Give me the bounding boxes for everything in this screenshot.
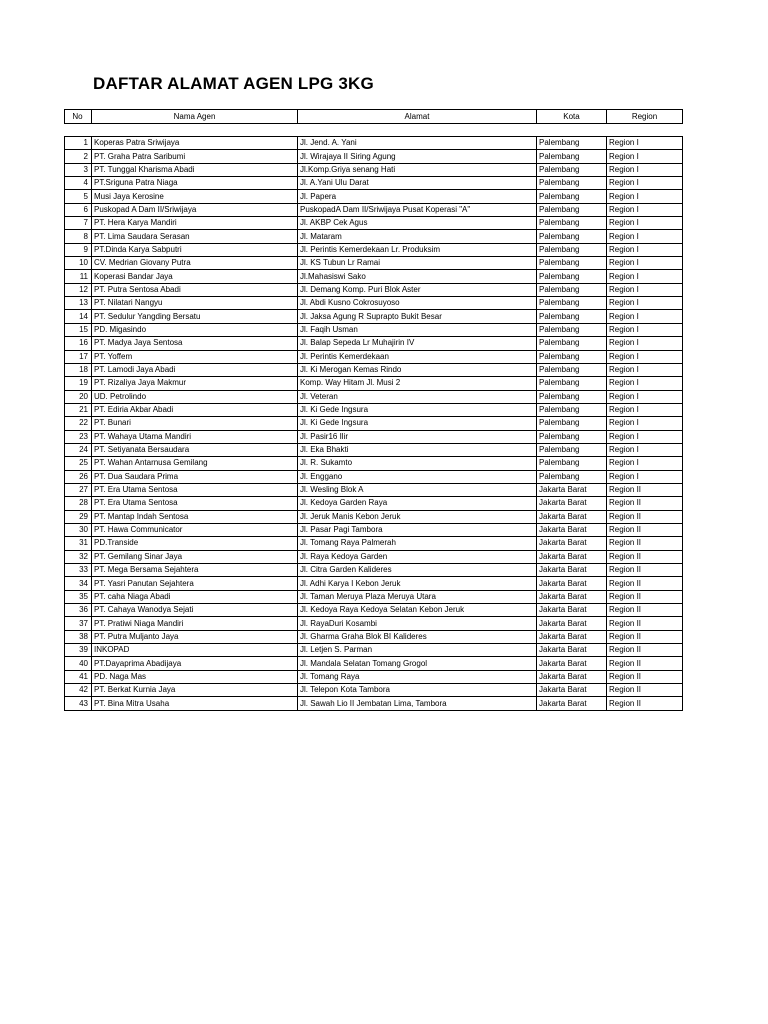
cell-agent-name: PT. Mega Bersama Sejahtera: [92, 564, 298, 577]
cell-region: Region II: [607, 604, 683, 617]
cell-city: Palembang: [537, 230, 607, 243]
table-row: [65, 310, 683, 323]
cell-agent-name: PT. Wahan Antarnusa Gemilang: [92, 457, 298, 470]
col-header-region: Region: [607, 110, 683, 124]
cell-city: Palembang: [537, 270, 607, 283]
cell-agent-name: PT. Lamodi Jaya Abadi: [92, 363, 298, 376]
cell-city: Jakarta Barat: [537, 497, 607, 510]
table-row: [65, 684, 683, 697]
cell-address: Jl.Komp.Griya senang Hati: [298, 163, 537, 176]
cell-region: Region I: [607, 443, 683, 456]
cell-agent-name: PT.Dayaprima Abadijaya: [92, 657, 298, 670]
table-row: [65, 217, 683, 230]
cell-address: Jl. Veteran: [298, 390, 537, 403]
cell-region: Region II: [607, 564, 683, 577]
cell-address: Jl. Ki Gede Ingsura: [298, 417, 537, 430]
cell-address: Jl. Ki Merogan Kemas Rindo: [298, 363, 537, 376]
cell-address: Jl. Tomang Raya Palmerah: [298, 537, 537, 550]
cell-no: 27: [65, 483, 92, 496]
cell-agent-name: PD. Migasindo: [92, 323, 298, 336]
cell-address: Jl. Demang Komp. Puri Blok Aster: [298, 283, 537, 296]
cell-no: 2: [65, 150, 92, 163]
cell-city: Palembang: [537, 403, 607, 416]
cell-address: Jl. Jend. A. Yani: [298, 137, 537, 150]
cell-region: Region I: [607, 403, 683, 416]
cell-address: Jl. Jaksa Agung R Suprapto Bukit Besar: [298, 310, 537, 323]
cell-region: Region I: [607, 337, 683, 350]
cell-address: Jl. A.Yani Ulu Darat: [298, 177, 537, 190]
table-row: [65, 323, 683, 336]
cell-no: 14: [65, 310, 92, 323]
cell-region: Region II: [607, 590, 683, 603]
table-row: [65, 590, 683, 603]
cell-address: Jl. Enggano: [298, 470, 537, 483]
table-row: [65, 283, 683, 296]
cell-agent-name: PT. Lima Saudara Serasan: [92, 230, 298, 243]
table-row: [65, 163, 683, 176]
cell-region: Region I: [607, 270, 683, 283]
table-row: [65, 604, 683, 617]
table-row: [65, 550, 683, 563]
cell-address: Jl. Pasar Pagi Tambora: [298, 523, 537, 536]
cell-agent-name: PT. Yoffem: [92, 350, 298, 363]
cell-city: Jakarta Barat: [537, 604, 607, 617]
table-row: [65, 390, 683, 403]
cell-agent-name: PT. Dua Saudara Prima: [92, 470, 298, 483]
table-row: [65, 443, 683, 456]
table-row: [65, 270, 683, 283]
cell-address: Jl. Mataram: [298, 230, 537, 243]
cell-city: Palembang: [537, 310, 607, 323]
cell-region: Region I: [607, 390, 683, 403]
cell-agent-name: PT. Cahaya Wanodya Sejati: [92, 604, 298, 617]
cell-city: Jakarta Barat: [537, 577, 607, 590]
cell-agent-name: PT. Graha Patra Saribumi: [92, 150, 298, 163]
cell-agent-name: PD.Transide: [92, 537, 298, 550]
col-header-city: Kota: [537, 110, 607, 124]
cell-agent-name: PT. Hawa Communicator: [92, 523, 298, 536]
cell-region: Region I: [607, 243, 683, 256]
cell-address: Jl. Perintis Kemerdekaan Lr. Produksim: [298, 243, 537, 256]
cell-city: Jakarta Barat: [537, 684, 607, 697]
cell-agent-name: PT. Tunggal Kharisma Abadi: [92, 163, 298, 176]
table-row: [65, 644, 683, 657]
cell-region: Region I: [607, 363, 683, 376]
cell-no: 29: [65, 510, 92, 523]
cell-agent-name: PD. Naga Mas: [92, 670, 298, 683]
cell-region: Region I: [607, 203, 683, 216]
cell-no: 23: [65, 430, 92, 443]
cell-agent-name: PT. Setiyanata Bersaudara: [92, 443, 298, 456]
cell-no: 31: [65, 537, 92, 550]
cell-no: 42: [65, 684, 92, 697]
cell-city: Palembang: [537, 457, 607, 470]
cell-region: Region I: [607, 470, 683, 483]
cell-region: Region II: [607, 510, 683, 523]
cell-region: Region I: [607, 377, 683, 390]
cell-agent-name: Koperasi Bandar Jaya: [92, 270, 298, 283]
cell-no: 33: [65, 564, 92, 577]
table-row: [65, 483, 683, 496]
cell-no: 21: [65, 403, 92, 416]
cell-no: 38: [65, 630, 92, 643]
cell-no: 3: [65, 163, 92, 176]
cell-agent-name: PT. Mantap Indah Sentosa: [92, 510, 298, 523]
table-row: [65, 190, 683, 203]
table-row: [65, 203, 683, 216]
cell-region: Region I: [607, 350, 683, 363]
cell-no: 11: [65, 270, 92, 283]
cell-city: Palembang: [537, 377, 607, 390]
cell-address: Jl. Kedoya Raya Kedoya Selatan Kebon Jeruk: [298, 604, 537, 617]
cell-address: Jl. Kedoya Garden Raya: [298, 497, 537, 510]
page-title: DAFTAR ALAMAT AGEN LPG 3KG: [93, 74, 374, 93]
cell-agent-name: PT. Rizaliya Jaya Makmur: [92, 377, 298, 390]
cell-agent-name: PT. Gemilang Sinar Jaya: [92, 550, 298, 563]
cell-city: Jakarta Barat: [537, 550, 607, 563]
table-row: [65, 297, 683, 310]
cell-address: Jl. Sawah Lio II Jembatan Lima, Tambora: [298, 697, 537, 710]
cell-agent-name: PT. Ediria Akbar Abadi: [92, 403, 298, 416]
cell-region: Region II: [607, 697, 683, 710]
table-row: [65, 150, 683, 163]
cell-no: 36: [65, 604, 92, 617]
cell-city: Jakarta Barat: [537, 523, 607, 536]
cell-no: 1: [65, 137, 92, 150]
cell-no: 4: [65, 177, 92, 190]
cell-address: Komp. Way Hitam Jl. Musi 2: [298, 377, 537, 390]
cell-region: Region I: [607, 177, 683, 190]
cell-address: Jl. AKBP Cek Agus: [298, 217, 537, 230]
table-row: [65, 403, 683, 416]
cell-region: Region I: [607, 150, 683, 163]
table-row: [65, 377, 683, 390]
cell-region: Region I: [607, 310, 683, 323]
cell-agent-name: CV. Medrian Giovany Putra: [92, 257, 298, 270]
cell-city: Jakarta Barat: [537, 670, 607, 683]
cell-agent-name: UD. Petrolindo: [92, 390, 298, 403]
cell-no: 32: [65, 550, 92, 563]
cell-agent-name: PT. Wahaya Utama Mandiri: [92, 430, 298, 443]
cell-agent-name: PT. Bunari: [92, 417, 298, 430]
cell-region: Region I: [607, 417, 683, 430]
cell-city: Palembang: [537, 363, 607, 376]
cell-region: Region II: [607, 630, 683, 643]
cell-city: Palembang: [537, 163, 607, 176]
cell-city: Jakarta Barat: [537, 697, 607, 710]
cell-address: Jl. Tomang Raya: [298, 670, 537, 683]
cell-agent-name: PT. Era Utama Sentosa: [92, 483, 298, 496]
cell-region: Region II: [607, 684, 683, 697]
table-row: [65, 417, 683, 430]
col-header-name: Nama Agen: [92, 110, 298, 124]
cell-city: Palembang: [537, 243, 607, 256]
cell-address: Jl. Citra Garden Kalideres: [298, 564, 537, 577]
cell-no: 15: [65, 323, 92, 336]
cell-agent-name: PT. Pratiwi Niaga Mandiri: [92, 617, 298, 630]
cell-agent-name: PT. Madya Jaya Sentosa: [92, 337, 298, 350]
cell-address: Jl. R. Sukamto: [298, 457, 537, 470]
cell-agent-name: INKOPAD: [92, 644, 298, 657]
cell-region: Region I: [607, 217, 683, 230]
cell-address: Jl. KS Tubun Lr Ramai: [298, 257, 537, 270]
cell-agent-name: PT. Hera Karya Mandiri: [92, 217, 298, 230]
cell-address: Jl. Wesling Blok A: [298, 483, 537, 496]
table-row: [65, 577, 683, 590]
table-row: [65, 617, 683, 630]
cell-region: Region II: [607, 550, 683, 563]
cell-no: 19: [65, 377, 92, 390]
cell-address: Jl. Perintis Kemerdekaan: [298, 350, 537, 363]
cell-no: 10: [65, 257, 92, 270]
cell-city: Palembang: [537, 177, 607, 190]
cell-no: 20: [65, 390, 92, 403]
cell-no: 18: [65, 363, 92, 376]
table-row: [65, 430, 683, 443]
cell-city: Palembang: [537, 337, 607, 350]
table-row: [65, 350, 683, 363]
cell-no: 28: [65, 497, 92, 510]
cell-no: 12: [65, 283, 92, 296]
cell-city: Jakarta Barat: [537, 617, 607, 630]
cell-region: Region I: [607, 137, 683, 150]
cell-no: 30: [65, 523, 92, 536]
cell-city: Palembang: [537, 323, 607, 336]
cell-city: Palembang: [537, 190, 607, 203]
cell-no: 40: [65, 657, 92, 670]
cell-address: Jl. Telepon Kota Tambora: [298, 684, 537, 697]
header-table: [64, 109, 683, 124]
cell-address: Jl. Taman Meruya Plaza Meruya Utara: [298, 590, 537, 603]
cell-region: Region I: [607, 283, 683, 296]
cell-city: Palembang: [537, 470, 607, 483]
table-row: [65, 537, 683, 550]
cell-no: 13: [65, 297, 92, 310]
table-row: [65, 457, 683, 470]
cell-address: Jl. Jeruk Manis Kebon Jeruk: [298, 510, 537, 523]
cell-city: Palembang: [537, 203, 607, 216]
cell-region: Region I: [607, 430, 683, 443]
header-row: [65, 110, 683, 124]
table-row: [65, 697, 683, 710]
cell-agent-name: PT. Berkat Kurnia Jaya: [92, 684, 298, 697]
cell-city: Jakarta Barat: [537, 590, 607, 603]
cell-no: 25: [65, 457, 92, 470]
cell-address: Jl. Ki Gede Ingsura: [298, 403, 537, 416]
cell-address: Jl. Letjen S. Parman: [298, 644, 537, 657]
cell-agent-name: Musi Jaya Kerosine: [92, 190, 298, 203]
cell-region: Region I: [607, 190, 683, 203]
cell-no: 35: [65, 590, 92, 603]
cell-region: Region II: [607, 537, 683, 550]
table-row: [65, 510, 683, 523]
cell-address: Jl. Wirajaya II Siring Agung: [298, 150, 537, 163]
table-row: [65, 523, 683, 536]
cell-agent-name: PT. Sedulur Yangding Bersatu: [92, 310, 298, 323]
cell-address: Jl. Eka Bhakti: [298, 443, 537, 456]
cell-city: Palembang: [537, 257, 607, 270]
cell-agent-name: PT.Sriguna Patra Niaga: [92, 177, 298, 190]
cell-no: 41: [65, 670, 92, 683]
cell-address: Jl. Gharma Graha Blok BI Kalideres: [298, 630, 537, 643]
cell-city: Palembang: [537, 443, 607, 456]
cell-city: Palembang: [537, 350, 607, 363]
cell-city: Jakarta Barat: [537, 657, 607, 670]
cell-no: 17: [65, 350, 92, 363]
cell-agent-name: PT. Putra Muljanto Jaya: [92, 630, 298, 643]
cell-city: Jakarta Barat: [537, 644, 607, 657]
cell-city: Palembang: [537, 150, 607, 163]
cell-no: 37: [65, 617, 92, 630]
cell-address: Jl. Pasir16 Ilir: [298, 430, 537, 443]
table-row: [65, 630, 683, 643]
cell-region: Region I: [607, 297, 683, 310]
cell-address: Jl. Faqih Usman: [298, 323, 537, 336]
cell-region: Region II: [607, 670, 683, 683]
cell-address: Jl.Mahasiswi Sako: [298, 270, 537, 283]
cell-no: 24: [65, 443, 92, 456]
cell-agent-name: PT. caha Niaga Abadi: [92, 590, 298, 603]
table-row: [65, 257, 683, 270]
col-header-address: Alamat: [298, 110, 537, 124]
cell-address: Jl. Raya Kedoya Garden: [298, 550, 537, 563]
cell-no: 6: [65, 203, 92, 216]
table-row: [65, 177, 683, 190]
cell-city: Jakarta Barat: [537, 483, 607, 496]
table-row: [65, 363, 683, 376]
table-row: [65, 243, 683, 256]
cell-region: Region II: [607, 497, 683, 510]
cell-no: 7: [65, 217, 92, 230]
cell-agent-name: PT.Dinda Karya Sabputri: [92, 243, 298, 256]
cell-region: Region II: [607, 523, 683, 536]
cell-city: Jakarta Barat: [537, 630, 607, 643]
cell-no: 26: [65, 470, 92, 483]
cell-no: 16: [65, 337, 92, 350]
cell-region: Region I: [607, 163, 683, 176]
col-header-no: No: [65, 110, 92, 124]
cell-address: Jl. Papera: [298, 190, 537, 203]
table-row: [65, 564, 683, 577]
table-row: [65, 497, 683, 510]
table-row: [65, 337, 683, 350]
cell-region: Region II: [607, 644, 683, 657]
cell-region: Region I: [607, 230, 683, 243]
cell-no: 39: [65, 644, 92, 657]
cell-city: Jakarta Barat: [537, 510, 607, 523]
cell-no: 9: [65, 243, 92, 256]
cell-city: Jakarta Barat: [537, 537, 607, 550]
cell-region: Region I: [607, 257, 683, 270]
cell-city: Palembang: [537, 417, 607, 430]
cell-agent-name: Koperas Patra Sriwijaya: [92, 137, 298, 150]
cell-agent-name: PT. Era Utama Sentosa: [92, 497, 298, 510]
cell-no: 34: [65, 577, 92, 590]
cell-address: Jl. Mandala Selatan Tomang Grogol: [298, 657, 537, 670]
cell-address: Jl. Adhi Karya I Kebon Jeruk: [298, 577, 537, 590]
cell-no: 5: [65, 190, 92, 203]
cell-region: Region II: [607, 577, 683, 590]
table-row: [65, 230, 683, 243]
cell-no: 8: [65, 230, 92, 243]
agent-table: [64, 136, 683, 711]
cell-city: Palembang: [537, 390, 607, 403]
cell-no: 43: [65, 697, 92, 710]
table-row: [65, 137, 683, 150]
cell-agent-name: PT. Putra Sentosa Abadi: [92, 283, 298, 296]
cell-agent-name: PT. Bina Mitra Usaha: [92, 697, 298, 710]
table-row: [65, 470, 683, 483]
cell-region: Region II: [607, 657, 683, 670]
cell-city: Palembang: [537, 430, 607, 443]
cell-agent-name: PT. Nilatari Nangyu: [92, 297, 298, 310]
table-row: [65, 657, 683, 670]
cell-region: Region II: [607, 617, 683, 630]
cell-city: Palembang: [537, 217, 607, 230]
cell-address: Jl. RayaDuri Kosambi: [298, 617, 537, 630]
cell-agent-name: Puskopad A Dam II/Sriwijaya: [92, 203, 298, 216]
cell-address: Jl. Balap Sepeda Lr Muhajirin IV: [298, 337, 537, 350]
cell-region: Region II: [607, 483, 683, 496]
cell-city: Jakarta Barat: [537, 564, 607, 577]
cell-region: Region I: [607, 457, 683, 470]
table-row: [65, 670, 683, 683]
agent-table-body: [65, 137, 683, 711]
cell-address: Jl. Abdi Kusno Cokrosuyoso: [298, 297, 537, 310]
cell-agent-name: PT. Yasri Panutan Sejahtera: [92, 577, 298, 590]
cell-region: Region I: [607, 323, 683, 336]
cell-city: Palembang: [537, 283, 607, 296]
cell-no: 22: [65, 417, 92, 430]
cell-city: Palembang: [537, 137, 607, 150]
cell-address: PuskopadA Dam II/Sriwijaya Pusat Koperasi "A": [298, 203, 537, 216]
cell-city: Palembang: [537, 297, 607, 310]
